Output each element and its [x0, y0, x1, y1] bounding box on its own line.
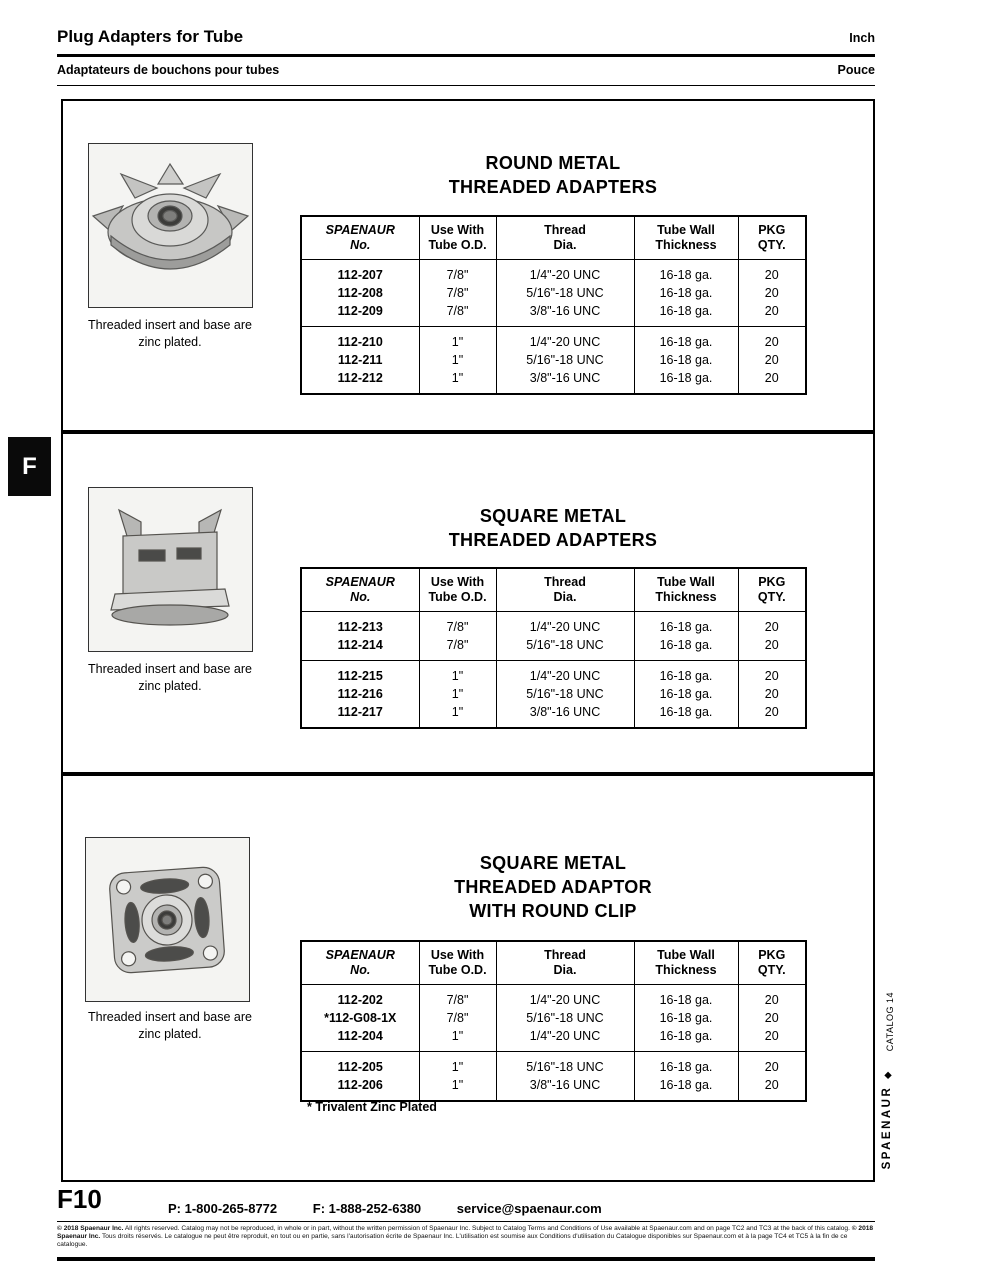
spec-cell: 1" — [419, 351, 496, 369]
header-row-en — [57, 27, 875, 47]
column-header: SPAENAUR No. — [301, 216, 419, 260]
spec-cell: 1/4"-20 UNC — [496, 661, 634, 686]
spec-cell: 3/8"-16 UNC — [496, 703, 634, 728]
footer-bottom-rule — [57, 1257, 875, 1261]
square-adapter-photo — [88, 487, 253, 652]
part-number-cell: 112-217 — [301, 703, 419, 728]
table-row — [301, 351, 806, 369]
spec-cell: 1/4"-20 UNC — [496, 260, 634, 285]
table-row — [301, 636, 806, 661]
column-header: SPAENAUR No. — [301, 941, 419, 985]
caption-line: zinc plated. — [138, 335, 202, 349]
caption-line: Threaded insert and base are — [88, 1010, 252, 1024]
email-address: service@spaenaur.com — [456, 1201, 602, 1216]
column-header: Thread Dia. — [496, 941, 634, 985]
spec-cell: 20 — [738, 1076, 806, 1101]
caption-line: zinc plated. — [138, 679, 202, 693]
table-row — [301, 685, 806, 703]
column-header: PKG QTY. — [738, 568, 806, 612]
copyright-lead-fr: © 2018 Spaenaur Inc. — [57, 1225, 874, 1240]
spec-cell: 16-18 ga. — [634, 1027, 738, 1052]
part-number-cell: 112-213 — [301, 612, 419, 637]
part-number-cell: 112-215 — [301, 661, 419, 686]
spec-cell: 20 — [738, 636, 806, 661]
spec-cell: 20 — [738, 1027, 806, 1052]
spec-table-round — [300, 215, 807, 395]
title-line: WITH ROUND CLIP — [469, 901, 637, 921]
spec-cell: 1" — [419, 1052, 496, 1077]
section-title-1 — [303, 151, 803, 199]
header-rule-thick — [57, 54, 875, 57]
table-row — [301, 703, 806, 728]
title-line: ROUND METAL — [485, 153, 621, 173]
column-header: PKG QTY. — [738, 941, 806, 985]
spec-cell: 7/8" — [419, 302, 496, 327]
section-divider-2 — [61, 772, 875, 776]
spec-cell: 20 — [738, 284, 806, 302]
spec-cell: 5/16"-18 UNC — [496, 351, 634, 369]
spec-cell: 3/8"-16 UNC — [496, 1076, 634, 1101]
table-row — [301, 985, 806, 1010]
spec-cell: 7/8" — [419, 260, 496, 285]
header-row-fr — [57, 63, 875, 77]
spec-cell: 16-18 ga. — [634, 1052, 738, 1077]
spec-cell: 5/16"-18 UNC — [496, 284, 634, 302]
part-number-cell: 112-214 — [301, 636, 419, 661]
column-header: Thread Dia. — [496, 216, 634, 260]
table-row — [301, 1009, 806, 1027]
phone-number: P: 1-800-265-8772 — [168, 1201, 278, 1216]
page-number: F10 — [57, 1184, 102, 1214]
spec-cell: 1" — [419, 703, 496, 728]
spec-cell: 1" — [419, 1027, 496, 1052]
parts-table — [300, 215, 807, 395]
table-row — [301, 302, 806, 327]
parts-table — [300, 940, 807, 1102]
spec-cell: 16-18 ga. — [634, 351, 738, 369]
round-adapter-illustration — [89, 144, 252, 307]
part-number-cell: 112-204 — [301, 1027, 419, 1052]
part-number-cell: 112-212 — [301, 369, 419, 394]
spec-cell: 20 — [738, 612, 806, 637]
column-header: Tube Wall Thickness — [634, 941, 738, 985]
spec-cell: 16-18 ga. — [634, 260, 738, 285]
part-number-cell: 112-209 — [301, 302, 419, 327]
table-row — [301, 612, 806, 637]
caption-line: Threaded insert and base are — [88, 662, 252, 676]
spec-cell: 3/8"-16 UNC — [496, 302, 634, 327]
spec-cell: 16-18 ga. — [634, 612, 738, 637]
spec-cell: 20 — [738, 302, 806, 327]
brand-name: SPAENAUR — [881, 1085, 893, 1170]
table-row — [301, 1027, 806, 1052]
spec-cell: 20 — [738, 703, 806, 728]
header-rule-thin — [57, 85, 875, 86]
fax-number: F: 1-888-252-6380 — [312, 1201, 422, 1216]
part-number-cell: 112-207 — [301, 260, 419, 285]
photo-caption-1 — [54, 317, 286, 351]
part-number-cell: 112-211 — [301, 351, 419, 369]
part-number-cell: 112-208 — [301, 284, 419, 302]
footer-hairline — [57, 1221, 875, 1222]
column-header: Use With Tube O.D. — [419, 941, 496, 985]
table-row — [301, 284, 806, 302]
spec-cell: 16-18 ga. — [634, 985, 738, 1010]
table-row — [301, 1052, 806, 1077]
photo-caption-3 — [54, 1009, 286, 1043]
spec-cell: 20 — [738, 327, 806, 352]
section-tab-label: F — [22, 452, 37, 480]
column-header: Tube Wall Thickness — [634, 216, 738, 260]
spec-cell: 5/16"-18 UNC — [496, 1009, 634, 1027]
table-row — [301, 1076, 806, 1101]
unit-label-en: Inch — [849, 31, 875, 45]
spec-cell: 16-18 ga. — [634, 1009, 738, 1027]
column-header: SPAENAUR No. — [301, 568, 419, 612]
spec-cell: 20 — [738, 1052, 806, 1077]
title-line: THREADED ADAPTERS — [448, 177, 658, 197]
part-number-cell: 112-205 — [301, 1052, 419, 1077]
spec-cell: 7/8" — [419, 612, 496, 637]
section-tab-f — [8, 437, 51, 496]
spec-table-square-clip — [300, 940, 807, 1102]
square-round-clip-adapter-photo — [85, 837, 250, 1002]
table-row — [301, 661, 806, 686]
spec-cell: 16-18 ga. — [634, 1076, 738, 1101]
title-line: THREADED ADAPTERS — [448, 530, 658, 550]
spec-cell: 1/4"-20 UNC — [496, 612, 634, 637]
spec-cell: 1" — [419, 369, 496, 394]
spec-cell: 20 — [738, 985, 806, 1010]
copyright-body-fr: Tous droits réservés. Le catalogue ne peut être reproduit, en tout ou en partie, sans l'autorisation écrite de Spaenaur Inc. L'utilisation est soumise aux Conditions d'utilisation du Catalogue disponibles sur Spaenaur.com et à la page TC4 et TC5 à la fin de ce catalogue. — [57, 1233, 848, 1248]
trivalent-zinc-footnote: * Trivalent Zinc Plated — [307, 1100, 437, 1114]
spec-cell: 1/4"-20 UNC — [496, 1027, 634, 1052]
caption-line: Threaded insert and base are — [88, 318, 252, 332]
copyright-text — [57, 1225, 875, 1249]
caption-line: zinc plated. — [138, 1027, 202, 1041]
square-round-clip-illustration — [86, 838, 249, 1001]
spec-table-square — [300, 567, 807, 729]
catalog-number-vertical: CATALOG 14 — [885, 992, 895, 1052]
part-number-cell: 112-202 — [301, 985, 419, 1010]
spec-cell: 5/16"-18 UNC — [496, 1052, 634, 1077]
spec-cell: 16-18 ga. — [634, 327, 738, 352]
round-adapter-photo — [88, 143, 253, 308]
unit-label-fr: Pouce — [837, 63, 875, 77]
spec-cell: 16-18 ga. — [634, 302, 738, 327]
title-line: SQUARE METAL — [479, 853, 627, 873]
part-number-cell: *112-G08-1X — [301, 1009, 419, 1027]
spaenaur-logo-icon: ◆ — [882, 1070, 892, 1080]
header-row — [301, 568, 806, 612]
table-row — [301, 327, 806, 352]
section-title-3 — [303, 851, 803, 923]
spec-cell: 7/8" — [419, 636, 496, 661]
title-line: SQUARE METAL — [479, 506, 627, 526]
spec-cell: 20 — [738, 260, 806, 285]
spec-cell: 5/16"-18 UNC — [496, 636, 634, 661]
spec-cell: 1" — [419, 685, 496, 703]
column-header: Use With Tube O.D. — [419, 568, 496, 612]
column-header: Thread Dia. — [496, 568, 634, 612]
spec-cell: 20 — [738, 685, 806, 703]
part-number-cell: 112-210 — [301, 327, 419, 352]
table-row — [301, 369, 806, 394]
photo-caption-2 — [54, 661, 286, 695]
square-adapter-illustration — [89, 488, 252, 651]
spec-cell: 1/4"-20 UNC — [496, 985, 634, 1010]
header-row — [301, 941, 806, 985]
brand-vertical — [881, 1070, 893, 1169]
spec-cell: 16-18 ga. — [634, 369, 738, 394]
spec-cell: 7/8" — [419, 1009, 496, 1027]
spec-cell: 1/4"-20 UNC — [496, 327, 634, 352]
column-header: Tube Wall Thickness — [634, 568, 738, 612]
parts-table — [300, 567, 807, 729]
spec-cell: 7/8" — [419, 985, 496, 1010]
spec-cell: 20 — [738, 661, 806, 686]
column-header: PKG QTY. — [738, 216, 806, 260]
title-line: THREADED ADAPTOR — [454, 877, 652, 897]
spec-cell: 1" — [419, 327, 496, 352]
spec-cell: 16-18 ga. — [634, 661, 738, 686]
part-number-cell: 112-206 — [301, 1076, 419, 1101]
spec-cell: 5/16"-18 UNC — [496, 685, 634, 703]
header-row — [301, 216, 806, 260]
copyright-body-en: All rights reserved. Catalog may not be reproduced, in whole or in part, without the written permission of Spaenaur Inc. Subject to Catalog Terms and Conditions of Use available at Spaenaur.com and on page TC2 and TC3 at the back of this catalog. — [123, 1225, 852, 1232]
copyright-lead-en: © 2018 Spaenaur Inc. — [57, 1225, 124, 1232]
part-number-cell: 112-216 — [301, 685, 419, 703]
spec-cell: 1" — [419, 661, 496, 686]
page-title-fr: Adaptateurs de bouchons pour tubes — [57, 63, 280, 77]
spec-cell: 16-18 ga. — [634, 685, 738, 703]
column-header: Use With Tube O.D. — [419, 216, 496, 260]
spec-cell: 1" — [419, 1076, 496, 1101]
table-row — [301, 260, 806, 285]
page-title: Plug Adapters for Tube — [57, 27, 244, 46]
spec-cell: 7/8" — [419, 284, 496, 302]
spec-cell: 16-18 ga. — [634, 703, 738, 728]
spec-cell: 20 — [738, 351, 806, 369]
section-title-2 — [303, 504, 803, 552]
spec-cell: 20 — [738, 369, 806, 394]
spec-cell: 16-18 ga. — [634, 636, 738, 661]
spec-cell: 3/8"-16 UNC — [496, 369, 634, 394]
section-divider-1 — [61, 430, 875, 434]
spec-cell: 16-18 ga. — [634, 284, 738, 302]
spec-cell: 20 — [738, 1009, 806, 1027]
contact-line — [168, 1201, 602, 1216]
